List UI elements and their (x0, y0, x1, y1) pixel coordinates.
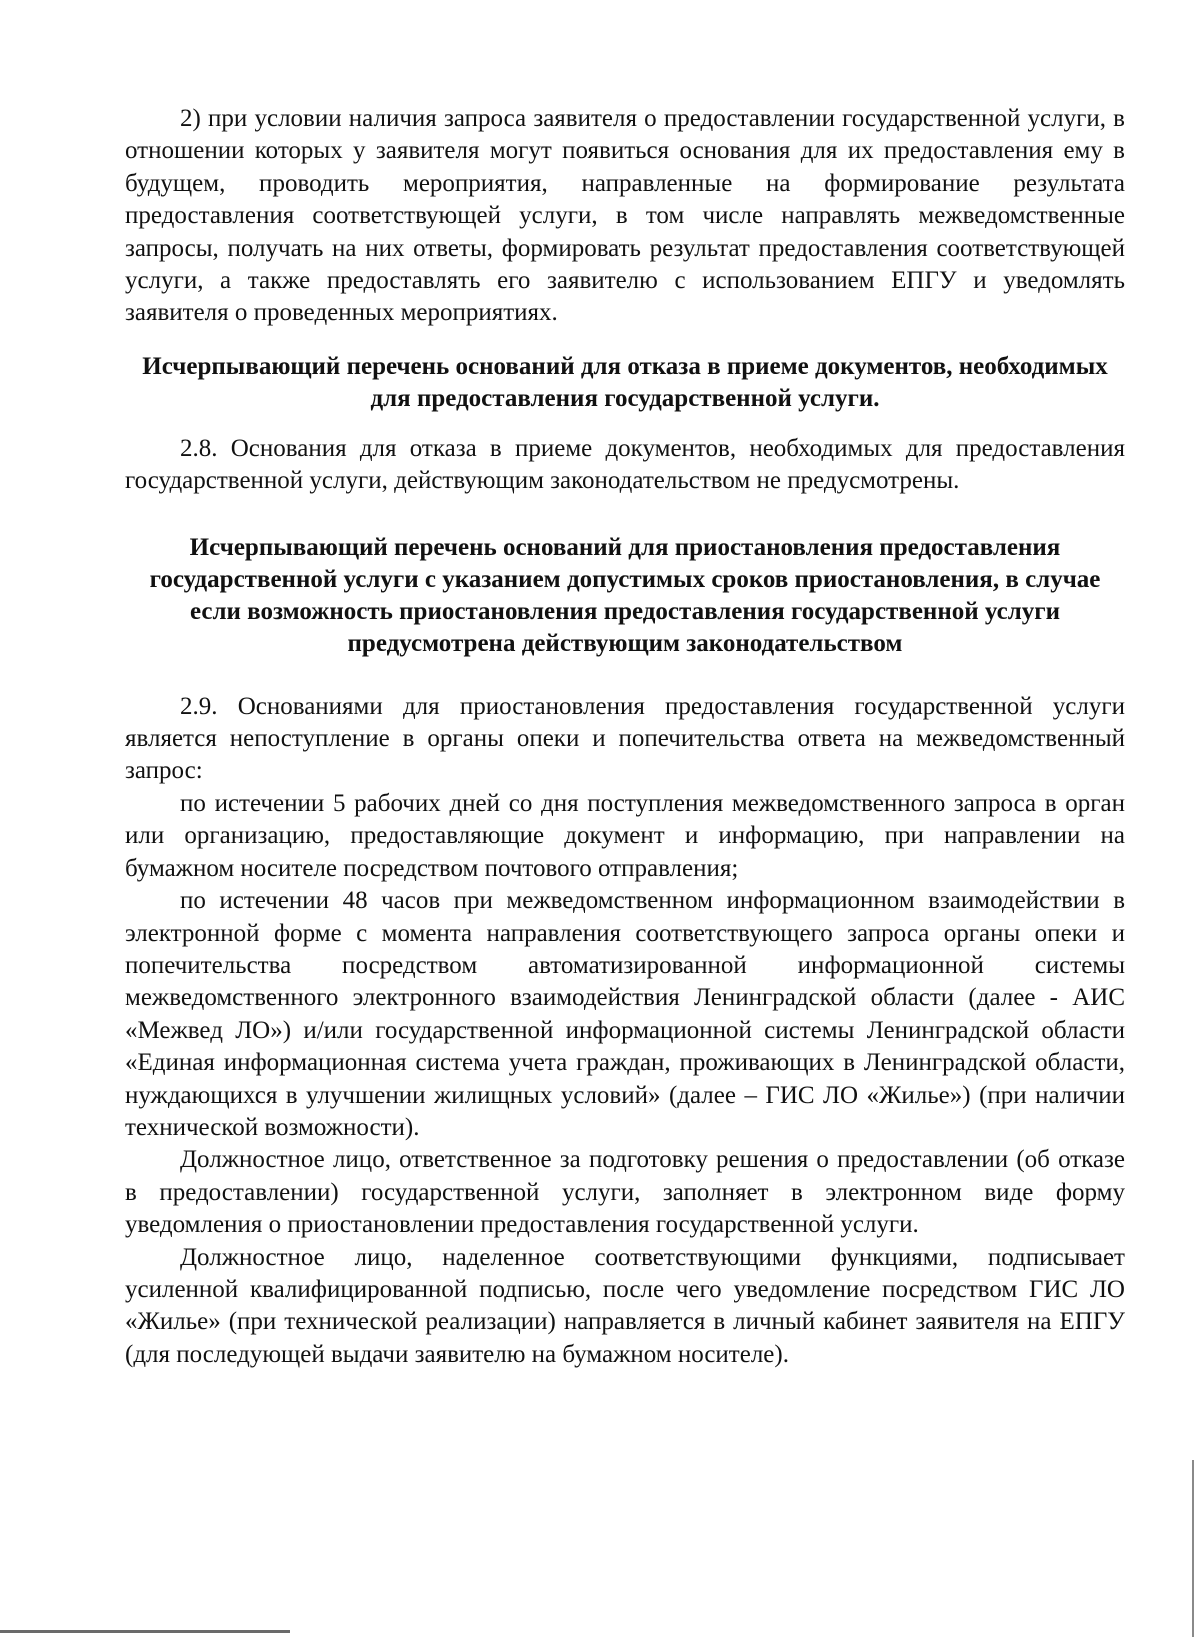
paragraph-5-days: по истечении 5 рабочих дней со дня поступления межведомственного запроса в орган или организацию, предоставляющие документ и информацию, при направлении на бумажном носителе посредством почтового отправления; (125, 789, 1125, 882)
scan-edge-line (0, 1630, 290, 1633)
paragraph-2-9: 2.9. Основаниями для приостановления предоставления государственной услуги является непоступление в органы опеки и попечительства ответа на межведомственный запрос: (125, 692, 1125, 785)
paragraph-official-signs: Должностное лицо, наделенное соответствующими функциями, подписывает усиленной квалифицированной подписью, после чего уведомление посредством ГИС ЛО «Жилье» (при технической реализации) направляется в личный кабинет заявителя на ЕПГУ (для последующей выдачи заявителю на бумажном носителе). (125, 1243, 1125, 1368)
paragraph-item-2: 2) при условии наличия запроса заявителя о предоставлении государственной услуги, в отношении которых у заявителя могут появиться основания для их предоставления ему в будущем, проводить мероприятия, направленные на формирование результата предоставления соответствующей услуги, в том числе направлять межведомственные запросы, получать на них ответы, формировать результат предоставления соответствующей услуги, а также предоставлять его заявителю с использованием ЕПГУ и уведомлять заявителя о проведенных мероприятиях. (125, 105, 1125, 327)
paragraph-2-8: 2.8. Основания для отказа в приеме документов, необходимых для предоставления государственной услуги, действующим законодательством не предусмотрены. (125, 434, 1125, 495)
paragraph-48-hours: по истечении 48 часов при межведомственном информационном взаимодействии в электронной форме с момента направления соответствующего запроса органы опеки и попечительства посредством автоматизированной информационной системы межведомственного электронного взаимодействия Ленинградской области (далее - АИС «Межвед ЛО») и/или государственной информационной системы Ленинградской области «Единая информационная система учета граждан, проживающих в Ленинградской области, нуждающихся в улучшении жилищных условий» (далее – ГИС ЛО «Жилье») (при наличии технической возможности). (125, 887, 1125, 1141)
paragraph-official-responsible: Должностное лицо, ответственное за подготовку решения о предоставлении (об отказе в предоставлении) государственной услуги, заполняет в электронном виде форму уведомления о приостановлении предоставления государственной услуги. (125, 1146, 1125, 1239)
heading-suspension-grounds: Исчерпывающий перечень оснований для приостановления предоставления государственной услуги с указанием допустимых сроков приостановления, в случае если возможность приостановления предоставления государственной услуги предусмотрена действующим законодательством (149, 533, 1101, 657)
heading-refusal-grounds: Исчерпывающий перечень оснований для отказа в приеме документов, необходимых для предоставления государственной услуги. (142, 352, 1108, 412)
document-body (125, 103, 1125, 1371)
scan-edge-line-right (1192, 1460, 1194, 1637)
